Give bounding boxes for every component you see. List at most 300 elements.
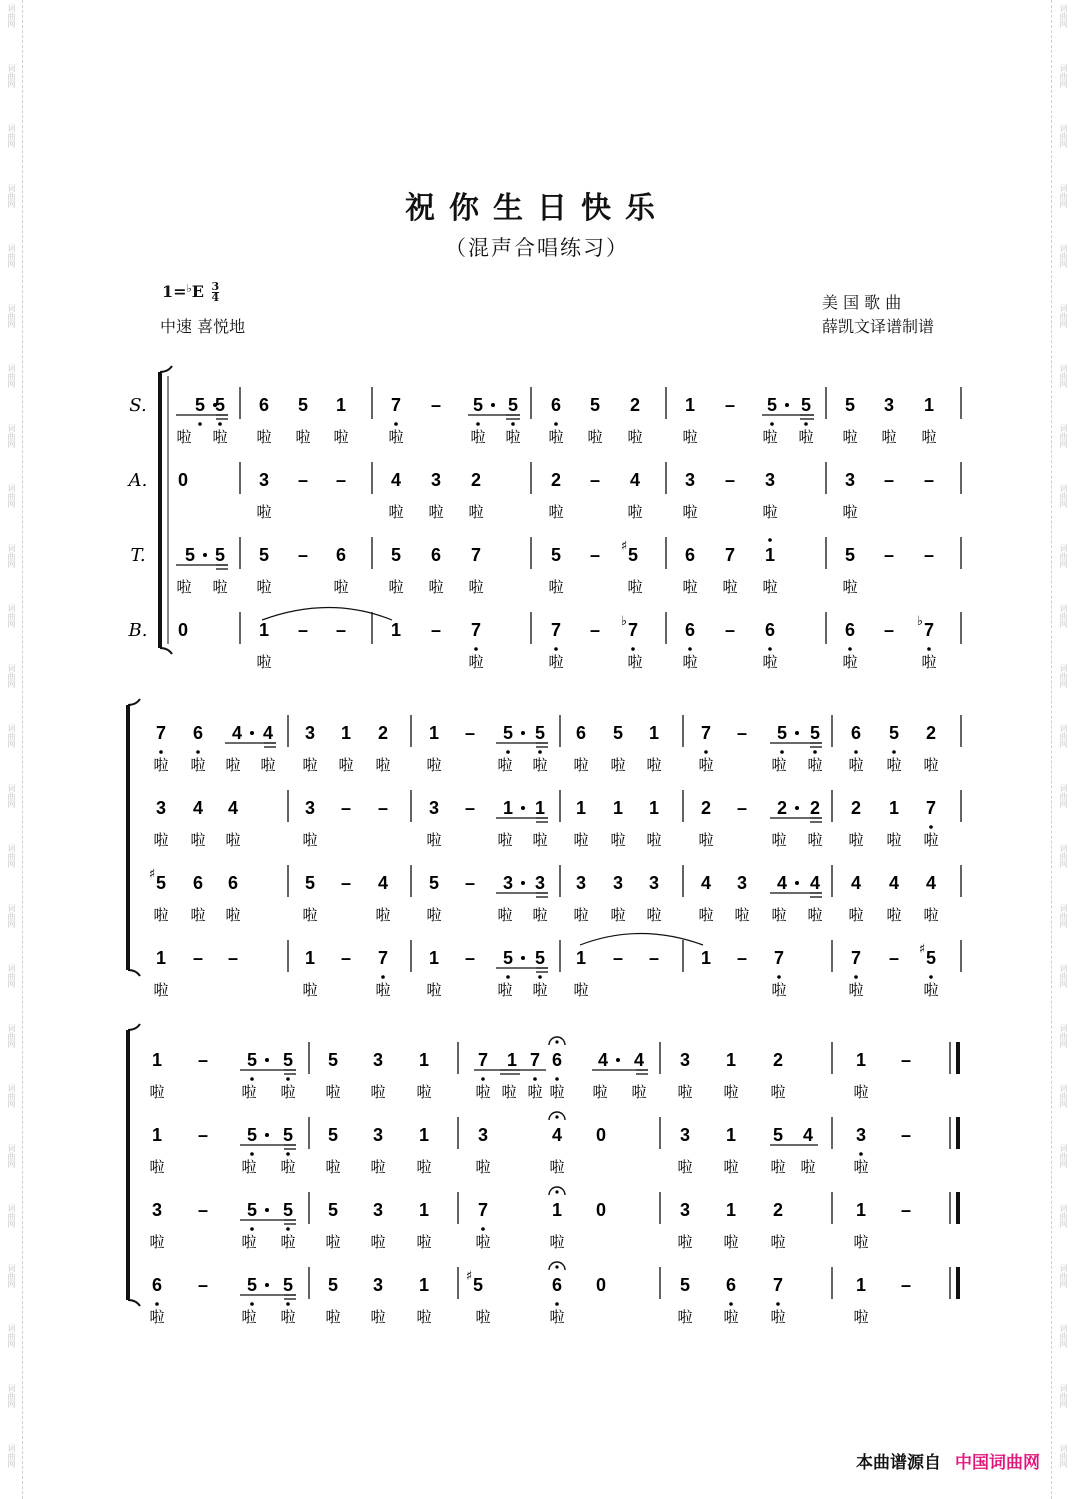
note: 4 <box>262 723 274 743</box>
augmentation-dot <box>491 403 495 407</box>
lyric: 啦 <box>256 503 272 521</box>
lyric: 啦 <box>921 653 937 671</box>
augmentation-dot <box>265 1208 269 1212</box>
augmentation-dot <box>265 1283 269 1287</box>
watermark-text: 词曲网 <box>7 1384 16 1408</box>
lyric: 啦 <box>370 1308 386 1326</box>
lyric: 啦 <box>532 981 548 999</box>
lyric: 啦 <box>302 831 318 849</box>
lyric: 啦 <box>646 831 662 849</box>
site-name[interactable]: 中国词曲网 <box>955 1453 1040 1473</box>
note: 3 <box>151 1200 163 1220</box>
note: 5 <box>679 1275 691 1295</box>
note: – <box>736 723 748 743</box>
note: 5 <box>800 395 812 415</box>
note: 5 <box>627 545 639 565</box>
note: 1 <box>575 798 587 818</box>
key-prefix: 1= <box>162 282 187 301</box>
note: – <box>589 620 601 640</box>
lyric: 啦 <box>470 428 486 446</box>
note: 1 <box>612 798 624 818</box>
note: 4 <box>633 1050 645 1070</box>
lyric: 啦 <box>573 831 589 849</box>
note: 1 <box>428 948 440 968</box>
watermark-text: 词曲网 <box>1059 1324 1068 1348</box>
note: 4 <box>850 873 862 893</box>
lyric: 啦 <box>848 831 864 849</box>
note: 3 <box>855 1125 867 1145</box>
lyric: 啦 <box>295 428 311 446</box>
watermark-text: 词曲网 <box>1059 1444 1068 1468</box>
note: – <box>736 798 748 818</box>
watermark-text: 词曲网 <box>7 1144 16 1168</box>
note: 1 <box>418 1050 430 1070</box>
note: 4 <box>700 873 712 893</box>
lyric: 啦 <box>848 906 864 924</box>
note: – <box>883 620 895 640</box>
note: – <box>724 620 736 640</box>
accidental: ♯ <box>620 539 628 554</box>
lyric: 啦 <box>426 906 442 924</box>
lyric: 啦 <box>497 906 513 924</box>
octave-dot-low <box>286 1227 290 1231</box>
note: – <box>648 948 660 968</box>
note: – <box>340 798 352 818</box>
note: 6 <box>430 545 442 565</box>
lyric: 啦 <box>416 1308 432 1326</box>
lyric: 啦 <box>800 1158 816 1176</box>
note: 5 <box>246 1200 258 1220</box>
note: 1 <box>502 798 514 818</box>
bracket-hook-top <box>160 366 172 372</box>
lyric: 啦 <box>302 906 318 924</box>
lyric: 啦 <box>375 756 391 774</box>
augmentation-dot <box>521 806 525 810</box>
lyric: 啦 <box>153 981 169 999</box>
lyric: 啦 <box>241 1158 257 1176</box>
lyric: 啦 <box>256 578 272 596</box>
octave-dot-low <box>506 975 510 979</box>
note: 2 <box>470 470 482 490</box>
note: 5 <box>888 723 900 743</box>
note: 6 <box>192 873 204 893</box>
lyric: 啦 <box>762 653 778 671</box>
note: 5 <box>214 395 226 415</box>
note: 5 <box>776 723 788 743</box>
note: 3 <box>304 798 316 818</box>
note: – <box>900 1275 912 1295</box>
note: – <box>197 1050 209 1070</box>
lyric: 啦 <box>646 906 662 924</box>
octave-dot-low <box>768 647 772 651</box>
lyric: 啦 <box>923 981 939 999</box>
note: 6 <box>550 395 562 415</box>
lyric: 啦 <box>280 1083 296 1101</box>
note: 2 <box>772 1050 784 1070</box>
lyric: 啦 <box>677 1083 693 1101</box>
note: – <box>883 545 895 565</box>
note: 4 <box>551 1125 563 1145</box>
lyric: 啦 <box>280 1158 296 1176</box>
lyric: 啦 <box>886 756 902 774</box>
note: – <box>724 470 736 490</box>
time-bottom: 4 <box>211 291 220 304</box>
note: 5 <box>772 1125 784 1145</box>
lyric: 啦 <box>853 1083 869 1101</box>
note: 6 <box>684 545 696 565</box>
lyric: 啦 <box>610 756 626 774</box>
lyric: 啦 <box>923 756 939 774</box>
lyric: 啦 <box>848 981 864 999</box>
lyric: 啦 <box>241 1083 257 1101</box>
octave-dot-low <box>394 422 398 426</box>
note: 5 <box>327 1050 339 1070</box>
octave-dot-low <box>813 750 817 754</box>
note: 1 <box>725 1050 737 1070</box>
note: 7 <box>477 1200 489 1220</box>
octave-dot-low <box>250 1302 254 1306</box>
lyric: 啦 <box>807 906 823 924</box>
note: 3 <box>502 873 514 893</box>
note: 1 <box>390 620 402 640</box>
note: 7 <box>923 620 935 640</box>
lyric: 啦 <box>468 653 484 671</box>
note: 3 <box>372 1050 384 1070</box>
note: 3 <box>155 798 167 818</box>
watermark-text: 词曲网 <box>7 124 16 148</box>
watermark-text: 词曲网 <box>1059 1264 1068 1288</box>
lyric: 啦 <box>610 831 626 849</box>
lyric: 啦 <box>468 578 484 596</box>
note: 1 <box>700 948 712 968</box>
lyric: 啦 <box>241 1308 257 1326</box>
lyric: 啦 <box>225 831 241 849</box>
note: 3 <box>575 873 587 893</box>
note: 1 <box>428 723 440 743</box>
lyric: 啦 <box>532 756 548 774</box>
note: 5 <box>327 1125 339 1145</box>
watermark-text: 词曲网 <box>7 64 16 88</box>
watermark-text: 词曲网 <box>7 664 16 688</box>
lyric: 啦 <box>149 1308 165 1326</box>
note: – <box>883 470 895 490</box>
note: 6 <box>764 620 776 640</box>
note: 0 <box>595 1275 607 1295</box>
lyric: 啦 <box>475 1233 491 1251</box>
note: 1 <box>506 1050 518 1070</box>
lyric: 啦 <box>426 756 442 774</box>
lyric: 啦 <box>190 756 206 774</box>
lyric: 啦 <box>153 756 169 774</box>
note: 7 <box>390 395 402 415</box>
part-label: A. <box>128 470 148 491</box>
lyric: 啦 <box>333 578 349 596</box>
lyric: 啦 <box>723 1083 739 1101</box>
lyric: 啦 <box>149 1158 165 1176</box>
lyric: 啦 <box>762 578 778 596</box>
note: 3 <box>679 1050 691 1070</box>
lyric: 啦 <box>771 906 787 924</box>
note: 7 <box>773 948 785 968</box>
note: 3 <box>612 873 624 893</box>
lyric: 啦 <box>923 906 939 924</box>
lyric: 啦 <box>468 503 484 521</box>
note: 3 <box>428 798 440 818</box>
watermark-text: 词曲网 <box>1059 484 1068 508</box>
note: 4 <box>192 798 204 818</box>
watermark-text: 词曲网 <box>1059 784 1068 808</box>
watermark-text: 词曲网 <box>1059 904 1068 928</box>
note: 7 <box>724 545 736 565</box>
note: 5 <box>258 545 270 565</box>
lyric: 啦 <box>428 503 444 521</box>
watermark-text: 词曲网 <box>7 424 16 448</box>
note: 7 <box>377 948 389 968</box>
note: 6 <box>575 723 587 743</box>
time-top: 3 <box>211 280 220 293</box>
lyric: 啦 <box>388 428 404 446</box>
lyric: 啦 <box>338 756 354 774</box>
watermark-text: 词曲网 <box>7 1084 16 1108</box>
source-footer <box>856 1448 1040 1473</box>
note: 1 <box>648 723 660 743</box>
lyric: 啦 <box>698 756 714 774</box>
lyric: 啦 <box>325 1308 341 1326</box>
note: – <box>736 948 748 968</box>
lyric: 啦 <box>497 831 513 849</box>
octave-dot-low <box>777 975 781 979</box>
fermata-dot <box>555 1190 558 1193</box>
note: 7 <box>925 798 937 818</box>
lyric: 啦 <box>497 756 513 774</box>
note: 5 <box>844 395 856 415</box>
song-subtitle: （混声合唱练习） <box>445 236 629 260</box>
watermark-text: 词曲网 <box>1059 64 1068 88</box>
note: 3 <box>477 1125 489 1145</box>
note: 5 <box>282 1125 294 1145</box>
watermark-text: 词曲网 <box>7 484 16 508</box>
note: 6 <box>551 1275 563 1295</box>
note: – <box>197 1125 209 1145</box>
note: 6 <box>258 395 270 415</box>
octave-dot-high <box>768 538 772 542</box>
watermark-text: 词曲网 <box>1059 604 1068 628</box>
note: 6 <box>684 620 696 640</box>
lyric: 啦 <box>241 1233 257 1251</box>
tempo-marking: 中速 喜悦地 <box>160 317 246 336</box>
lyric: 啦 <box>881 428 897 446</box>
lyric: 啦 <box>280 1308 296 1326</box>
lyric: 啦 <box>627 578 643 596</box>
lyric: 啦 <box>610 906 626 924</box>
note: 3 <box>679 1125 691 1145</box>
note: – <box>192 948 204 968</box>
lyric: 啦 <box>677 1233 693 1251</box>
lyric: 啦 <box>548 578 564 596</box>
lyric: 啦 <box>698 831 714 849</box>
octave-dot-low <box>854 750 858 754</box>
note: 5 <box>472 1275 484 1295</box>
lyric: 啦 <box>527 1083 543 1101</box>
note: 2 <box>925 723 937 743</box>
watermark-text: 词曲网 <box>1059 1024 1068 1048</box>
lyric: 啦 <box>256 653 272 671</box>
octave-dot-low <box>780 750 784 754</box>
note: 5 <box>550 545 562 565</box>
part-label: T. <box>130 545 146 566</box>
note: – <box>900 1125 912 1145</box>
fermata-dot <box>555 1265 558 1268</box>
lyric: 啦 <box>280 1233 296 1251</box>
key-note: E <box>191 282 204 301</box>
lyric: 啦 <box>426 981 442 999</box>
note: – <box>724 395 736 415</box>
note: 2 <box>809 798 821 818</box>
augmentation-dot <box>785 403 789 407</box>
note: 5 <box>297 395 309 415</box>
note: – <box>612 948 624 968</box>
note: – <box>923 470 935 490</box>
fermata-dot <box>555 1115 558 1118</box>
note: 7 <box>550 620 562 640</box>
watermark-text: 词曲网 <box>7 964 16 988</box>
watermark-text: 词曲网 <box>7 1024 16 1048</box>
watermark-text: 词曲网 <box>7 784 16 808</box>
note: 7 <box>772 1275 784 1295</box>
note: 5 <box>502 948 514 968</box>
watermark-text: 词曲网 <box>1059 544 1068 568</box>
note: 6 <box>844 620 856 640</box>
note: 1 <box>418 1125 430 1145</box>
flat-sign: ♭ <box>186 282 192 295</box>
lyric: 啦 <box>682 578 698 596</box>
note: – <box>297 470 309 490</box>
watermark-text: 词曲网 <box>1059 304 1068 328</box>
lyric: 啦 <box>549 1158 565 1176</box>
note: – <box>335 620 347 640</box>
lyric: 啦 <box>302 981 318 999</box>
watermark-text: 词曲网 <box>1059 184 1068 208</box>
note: 5 <box>282 1275 294 1295</box>
lyric: 啦 <box>723 1158 739 1176</box>
note: 6 <box>725 1275 737 1295</box>
note: 6 <box>551 1050 563 1070</box>
lyric: 啦 <box>176 428 192 446</box>
octave-dot-low <box>286 1077 290 1081</box>
tie-slur <box>580 934 703 946</box>
lyric: 啦 <box>798 428 814 446</box>
octave-dot-low <box>198 422 202 426</box>
note: 3 <box>258 470 270 490</box>
part-label: S. <box>129 395 147 416</box>
lyric: 啦 <box>848 756 864 774</box>
note: 3 <box>679 1200 691 1220</box>
watermark-text: 词曲网 <box>7 1444 16 1468</box>
bracket-hook-bottom <box>160 648 172 654</box>
note: 1 <box>575 948 587 968</box>
lyric: 啦 <box>627 653 643 671</box>
note: 1 <box>551 1200 563 1220</box>
note: 5 <box>925 948 937 968</box>
lyric: 啦 <box>370 1158 386 1176</box>
lyric: 啦 <box>505 428 521 446</box>
note: 4 <box>227 798 239 818</box>
note: 6 <box>151 1275 163 1295</box>
bracket-hook-bottom <box>128 1300 140 1306</box>
note: – <box>297 545 309 565</box>
watermark-text: 词曲网 <box>7 4 16 28</box>
note: – <box>464 723 476 743</box>
note: 5 <box>246 1050 258 1070</box>
octave-dot-low <box>476 422 480 426</box>
note: 5 <box>194 395 206 415</box>
lyric: 啦 <box>770 1308 786 1326</box>
note: – <box>589 470 601 490</box>
lyric: 啦 <box>325 1158 341 1176</box>
note: 2 <box>850 798 862 818</box>
bracket-hook-top <box>128 699 140 705</box>
note: 1 <box>534 798 546 818</box>
note: – <box>464 873 476 893</box>
note: 1 <box>418 1275 430 1295</box>
octave-dot-low <box>555 1077 559 1081</box>
octave-dot-low <box>286 1152 290 1156</box>
note: 2 <box>700 798 712 818</box>
lyric: 啦 <box>153 831 169 849</box>
octave-dot-low <box>704 750 708 754</box>
arranger-credit: 薛凯文译谱制谱 <box>822 317 935 336</box>
watermark-text: 词曲网 <box>7 604 16 628</box>
lyric: 啦 <box>631 1083 647 1101</box>
watermark-text: 词曲网 <box>1059 1084 1068 1108</box>
bracket-hook-top <box>128 1024 140 1030</box>
lyric: 啦 <box>842 653 858 671</box>
lyric: 啦 <box>475 1158 491 1176</box>
note: 2 <box>377 723 389 743</box>
note: 5 <box>390 545 402 565</box>
lyric: 啦 <box>149 1083 165 1101</box>
watermark-text: 词曲网 <box>7 1324 16 1348</box>
lyric: 啦 <box>375 981 391 999</box>
octave-dot-low <box>250 1152 254 1156</box>
watermark-text: 词曲网 <box>1059 124 1068 148</box>
watermark-text: 词曲网 <box>1059 964 1068 988</box>
note: 4 <box>377 873 389 893</box>
lyric: 啦 <box>388 578 404 596</box>
octave-dot-low <box>554 422 558 426</box>
note: 5 <box>612 723 624 743</box>
note: 5 <box>766 395 778 415</box>
lyric: 啦 <box>762 503 778 521</box>
note: 0 <box>177 620 189 640</box>
octave-dot-low <box>511 422 515 426</box>
octave-dot-low <box>804 422 808 426</box>
lyric: 啦 <box>548 503 564 521</box>
lyric: 啦 <box>734 906 750 924</box>
note: 5 <box>155 873 167 893</box>
lyric: 啦 <box>627 503 643 521</box>
note: 5 <box>304 873 316 893</box>
augmentation-dot <box>795 731 799 735</box>
lyric: 啦 <box>416 1158 432 1176</box>
note: 4 <box>802 1125 814 1145</box>
lyric: 啦 <box>921 428 937 446</box>
lyric: 啦 <box>677 1158 693 1176</box>
octave-dot-low <box>927 647 931 651</box>
lyric: 啦 <box>375 906 391 924</box>
note: 6 <box>335 545 347 565</box>
watermark-text: 词曲网 <box>7 364 16 388</box>
